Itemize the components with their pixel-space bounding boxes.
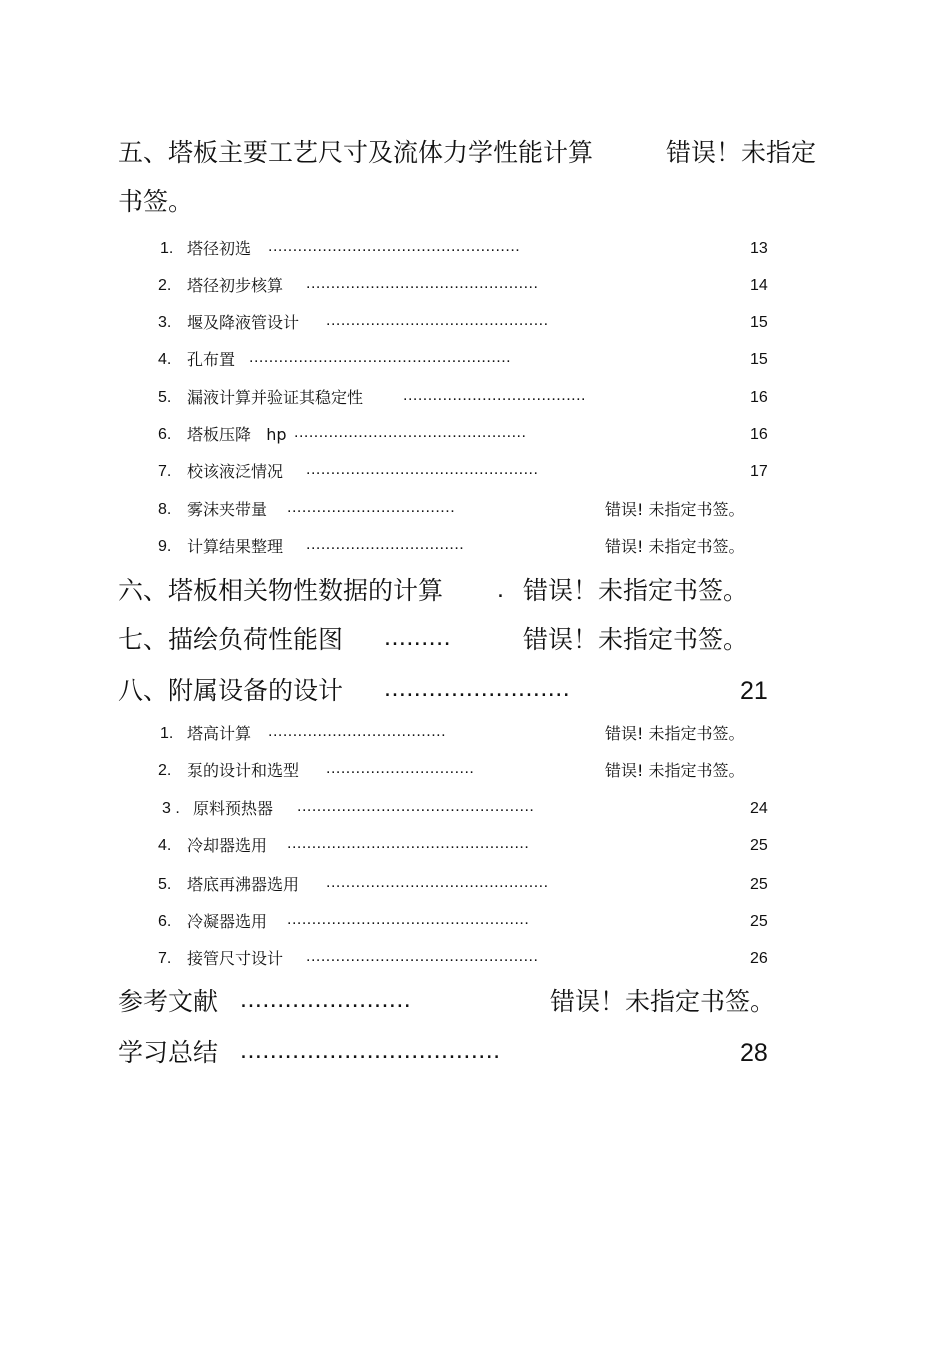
- toc-page-references[interactable]: 错误！未指定书签。: [550, 987, 776, 1016]
- toc-item-label[interactable]: 塔径初选: [187, 239, 252, 258]
- toc-item-page[interactable]: 25: [750, 837, 768, 854]
- toc-item-leader: ....................................: [268, 723, 447, 740]
- toc-page-s5-cont[interactable]: 书签。: [118, 187, 194, 216]
- toc-item-number: 1.: [160, 240, 174, 257]
- toc-item-page[interactable]: 25: [750, 913, 768, 930]
- toc-item-number: 7.: [158, 463, 172, 480]
- toc-item-number: 4.: [158, 837, 172, 854]
- toc-item-label[interactable]: 塔板压降 hp: [187, 425, 287, 444]
- toc-item-leader: ...................................................: [268, 238, 521, 255]
- toc-item-leader: .....................................................: [249, 349, 512, 366]
- toc-item-page[interactable]: 25: [750, 876, 768, 893]
- toc-item-label[interactable]: 冷凝器选用: [187, 912, 268, 931]
- toc-item-leader: ................................................: [297, 798, 535, 815]
- toc-item-leader: .............................................: [326, 312, 549, 329]
- toc-item-page[interactable]: 24: [750, 800, 768, 817]
- toc-page-s5[interactable]: 错误！未指定: [666, 138, 817, 167]
- toc-item-leader: ...............................................: [306, 461, 539, 478]
- toc-item-label[interactable]: 校该液泛情况: [187, 462, 284, 481]
- toc-item-page[interactable]: 错误! 未指定书签。: [605, 500, 745, 519]
- toc-heading-s8[interactable]: 八、附属设备的设计: [118, 676, 344, 705]
- toc-item-leader: ..............................: [326, 760, 475, 777]
- toc-heading-summary[interactable]: 学习总结: [118, 1038, 219, 1067]
- toc-item-label[interactable]: 漏液计算并验证其稳定性: [187, 388, 364, 407]
- toc-item-number: 6.: [158, 426, 172, 443]
- toc-heading-s6[interactable]: 六、塔板相关物性数据的计算: [118, 576, 444, 605]
- toc-item-label[interactable]: 塔径初步核算: [187, 276, 284, 295]
- toc-item-leader: .....................................: [403, 387, 586, 404]
- toc-item-number: 7.: [158, 950, 172, 967]
- toc-item-page[interactable]: 错误! 未指定书签。: [605, 537, 745, 556]
- toc-page-s7[interactable]: 错误！未指定书签。: [523, 625, 749, 654]
- toc-item-label[interactable]: 雾沫夹带量: [187, 500, 268, 519]
- toc-item-number: 2.: [158, 762, 172, 779]
- toc-item-leader: .................................................: [287, 835, 530, 852]
- toc-heading-s7[interactable]: 七、描绘负荷性能图: [118, 625, 344, 654]
- toc-item-number: 6.: [158, 913, 172, 930]
- toc-heading-s5[interactable]: 五、塔板主要工艺尺寸及流体力学性能计算: [118, 138, 594, 167]
- toc-item-page[interactable]: 16: [750, 426, 768, 443]
- toc-item-page[interactable]: 15: [750, 314, 768, 331]
- toc-page-summary[interactable]: 28: [740, 1039, 768, 1067]
- toc-item-page[interactable]: 26: [750, 950, 768, 967]
- toc-item-leader: ...............................................: [306, 948, 539, 965]
- toc-item-page[interactable]: 17: [750, 463, 768, 480]
- toc-item-number: 3.: [158, 314, 172, 331]
- toc-item-leader: ................................: [306, 536, 465, 553]
- toc-item-label[interactable]: 计算结果整理: [187, 537, 284, 556]
- toc-item-leader: .............................................: [326, 874, 549, 891]
- toc-item-number: 3 .: [162, 800, 180, 817]
- toc-item-leader: .................................................: [287, 911, 530, 928]
- toc-heading-references[interactable]: 参考文献: [118, 987, 219, 1016]
- toc-item-leader: ...............................................: [294, 424, 527, 441]
- toc-item-number: 5.: [158, 876, 172, 893]
- toc-item-number: 2.: [158, 277, 172, 294]
- toc-item-page[interactable]: 16: [750, 389, 768, 406]
- toc-item-page[interactable]: 14: [750, 277, 768, 294]
- toc-item-number: 5.: [158, 389, 172, 406]
- toc-item-label[interactable]: 孔布置: [187, 350, 236, 369]
- toc-item-leader: ..................................: [287, 499, 456, 516]
- toc-item-page[interactable]: 错误! 未指定书签。: [605, 761, 745, 780]
- toc-item-label[interactable]: 泵的设计和选型: [187, 761, 300, 780]
- toc-leader-s6: .: [497, 575, 505, 603]
- toc-item-label[interactable]: 接管尺寸设计: [187, 949, 284, 968]
- toc-leader-s8: .........................: [384, 674, 571, 702]
- toc-item-label[interactable]: 塔高计算: [187, 724, 252, 743]
- toc-item-leader: ...............................................: [306, 275, 539, 292]
- toc-leader-references: .......................: [240, 985, 412, 1013]
- toc-item-number: 9.: [158, 538, 172, 555]
- toc-item-label[interactable]: 塔底再沸器选用: [187, 875, 300, 894]
- toc-item-number: 8.: [158, 501, 172, 518]
- toc-page-s8[interactable]: 21: [740, 677, 768, 705]
- toc-leader-summary: ...................................: [240, 1036, 501, 1064]
- toc-item-page[interactable]: 15: [750, 351, 768, 368]
- toc-item-label[interactable]: 堰及降液管设计: [187, 313, 300, 332]
- toc-item-label[interactable]: 冷却器选用: [187, 836, 268, 855]
- toc-item-label[interactable]: 原料预热器: [193, 799, 274, 818]
- toc-item-page[interactable]: 13: [750, 240, 768, 257]
- toc-item-number: 4.: [158, 351, 172, 368]
- toc-leader-s7: .........: [384, 623, 452, 651]
- toc-item-number: 1.: [160, 725, 174, 742]
- toc-item-page[interactable]: 错误! 未指定书签。: [605, 724, 745, 743]
- toc-page-s6[interactable]: 错误！未指定书签。: [523, 576, 749, 605]
